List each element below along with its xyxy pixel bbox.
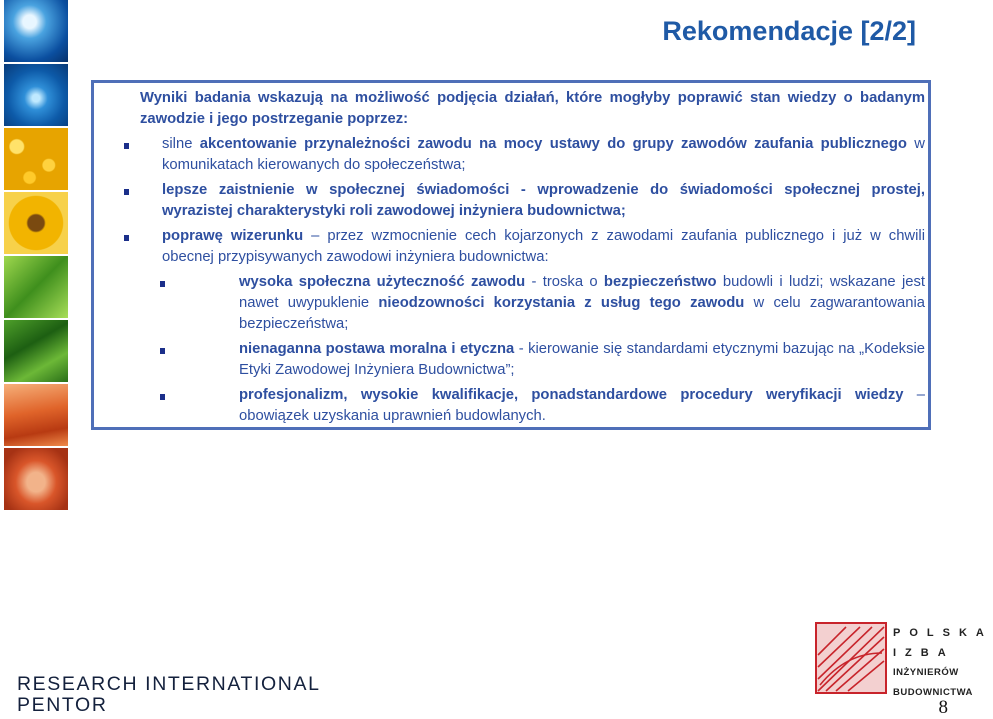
piib-logo-text [893,623,993,703]
image-strip [4,0,68,512]
sub-bullet-2: nienaganna postawa moralna i etyczna - kierowanie się standardami etycznymi bazując na „Kodeksie Etyki Zawodowej Inżyniera Budownictwa”; [239,341,925,378]
bullet-icon [124,235,129,241]
footer-brand [17,674,321,716]
logo-line-1: POLSKA [893,627,993,639]
bullet-icon [124,189,129,195]
logo-line-4: BUDOWNICTWA [893,687,973,698]
bullet-3: poprawę wizerunku – przez wzmocnienie cech kojarzonych z zawodami zaufania publicznego i już w chwili obecnej przypisywanych zawodowi inżyniera budownictwa: [162,228,925,265]
logo-line-3: INŻYNIERÓW [893,667,959,678]
desert-dunes-image [4,384,68,446]
sunflower-field-image [4,128,68,190]
footer-line-2: PENTOR [17,694,108,716]
bullet-icon [160,394,165,400]
sub-bullet-1: wysoka społeczna użyteczność zawodu - troska o bezpieczeństwo budowli i ludzi; wskazane jest nawet uwypuklenie nieodzowności korzystania z usług tego zawodu w celu zagwarantowania bezpieczeństwa; [239,274,925,332]
leaf-veins-image [4,320,68,382]
piib-logo-icon [816,623,886,693]
footprint-image [4,448,68,510]
sub-bullet-3: profesjonalizm, wysokie kwalifikacje, ponadstandardowe procedury weryfikacji wiedzy – obowiązek uzyskania uprawnień budowlanych. [239,387,925,424]
sunflower-image [4,192,68,254]
bullet-1: silne akcentowanie przynależności zawodu na mocy ustawy do grupy zawodów zaufania publicznego w komunikatach kierowanych do społeczeństwa; [162,136,925,173]
bullet-2: lepsze zaistnienie w społecznej świadomości - wprowadzenie do świadomości społecznej prostej, wyrazistej charakterystyki roli zawodowej inżyniera budownictwa; [162,182,925,219]
water-wave-image [4,0,68,62]
intro-paragraph: Wyniki badania wskazują na możliwość podjęcia działań, które mogłyby poprawić stan wiedzy o badanym zawodzie i jego postrzeganie poprzez: [140,90,925,127]
bullet-icon [160,281,165,287]
page-title: Rekomendacje [2/2] [662,16,916,46]
water-drop-image [4,64,68,126]
page-number: 8 [938,697,948,718]
bullet-icon [124,143,129,149]
footer-line-1: RESEARCH INTERNATIONAL [17,673,321,695]
leaf-image [4,256,68,318]
logo-line-2: IZBA [893,647,955,659]
bullet-icon [160,348,165,354]
